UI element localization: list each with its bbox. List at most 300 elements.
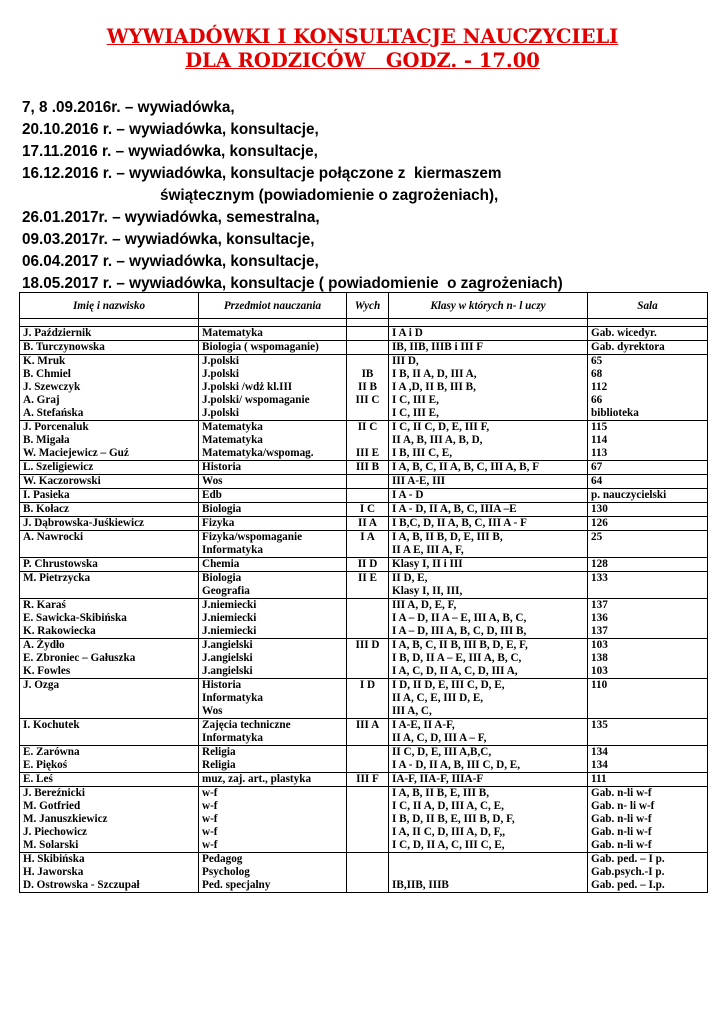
- cell-klasy: [389, 746, 588, 773]
- cell-line: Klasy I, II i III: [392, 558, 463, 570]
- cell-line: III F: [356, 773, 379, 785]
- cell-line: I. Kochutek: [23, 719, 80, 731]
- cell-line: I B, D, II A – E, III A, B, C,: [392, 652, 522, 664]
- meeting-date-item-continued: świątecznym (powiadomienie o zagrożeniach),: [160, 187, 499, 204]
- cell-wych: [347, 853, 389, 893]
- cell-line: I A-E, II A-F,: [392, 719, 455, 731]
- cell-subject: [199, 517, 347, 531]
- cell-line: 65: [591, 355, 603, 367]
- cell-subject: [199, 475, 347, 489]
- cell-line: J.polski: [202, 368, 239, 380]
- cell-sala: [588, 341, 708, 355]
- cell-klasy: [389, 503, 588, 517]
- cell-name: [20, 489, 199, 503]
- cell-wych: [347, 773, 389, 787]
- cell-line: H. Skibińska: [23, 853, 85, 865]
- cell-line: W. Kaczorowski: [23, 475, 101, 487]
- page-title-line-2: DLA RODZICÓW GODZ. - 17.00: [185, 49, 540, 72]
- cell-line: Gab. n-li w-f: [591, 839, 652, 851]
- cell-line: Matematyka: [202, 421, 263, 433]
- cell-subject: [199, 489, 347, 503]
- cell-line: II D: [357, 558, 378, 570]
- cell-wych: [347, 341, 389, 355]
- cell-name: [20, 719, 199, 746]
- cell-line: W. Maciejewicz – Guź: [23, 447, 129, 459]
- cell-line: J. Piechowicz: [23, 826, 87, 838]
- cell-line: M. Pietrzycka: [23, 572, 91, 584]
- cell-name: [20, 327, 199, 341]
- cell-line: 134: [591, 746, 608, 758]
- cell-line: Gab. dyrektora: [591, 341, 665, 353]
- cell-line: [350, 407, 385, 420]
- cell-line: 134: [591, 759, 608, 771]
- cell-line: J.polski: [202, 407, 239, 419]
- cell-line: II E: [358, 572, 377, 584]
- cell-line: I C, D, II A, C, III C, E,: [392, 839, 505, 851]
- cell-line: I C, III E,: [392, 394, 439, 406]
- cell-line: II A, C, D, III A – F,: [392, 732, 487, 744]
- cell-line: [350, 853, 385, 866]
- cell-sala: [588, 421, 708, 461]
- cell-line: Biologia ( wspomaganie): [202, 341, 319, 353]
- cell-line: Klasy I, II, III,: [392, 585, 463, 597]
- cell-line: Pedagog: [202, 853, 243, 865]
- cell-line: K. Fowles: [23, 665, 71, 677]
- cell-name: [20, 787, 199, 853]
- cell-line: K. Rakowiecka: [23, 625, 96, 637]
- cell-subject: [199, 355, 347, 421]
- cell-line: J.angielski: [202, 639, 253, 651]
- cell-sala: [588, 853, 708, 893]
- meeting-date-item: 26.01.2017r. – wywiadówka, semestralna,: [22, 209, 320, 226]
- cell-wych: [347, 327, 389, 341]
- cell-line: III A, C,: [392, 705, 432, 717]
- cell-line: I C, II A, D, III A, C, E,: [392, 800, 504, 812]
- cell-wych: [347, 503, 389, 517]
- cell-line: II D, E,: [392, 572, 428, 584]
- cell-line: III D: [355, 639, 380, 651]
- cell-wych: [347, 787, 389, 853]
- cell-line: L. Szeligiewicz: [23, 461, 94, 473]
- cell-subject: [199, 572, 347, 599]
- cell-line: Gab. wicedyr.: [591, 327, 657, 339]
- cell-line: 126: [591, 517, 608, 529]
- cell-line: 137: [591, 599, 608, 611]
- cell-line: Wos: [202, 475, 223, 487]
- table-row: [20, 475, 708, 489]
- table-row: [20, 558, 708, 572]
- cell-line: I A - D, II A, B, C, IIIA –E: [392, 503, 517, 515]
- cell-line: Gab. n- li w-f: [591, 800, 655, 812]
- cell-sala: [588, 503, 708, 517]
- cell-name: [20, 572, 199, 599]
- cell-line: 136: [591, 612, 608, 624]
- cell-line: I A - D, II A, B, III C, D, E,: [392, 759, 521, 771]
- cell-line: [350, 599, 385, 612]
- cell-line: I A ,D, II B, III B,: [392, 381, 476, 393]
- cell-klasy: [389, 599, 588, 639]
- cell-line: E. Zbroniec – Gałuszka: [23, 652, 136, 664]
- cell-line: B. Turczynowska: [23, 341, 105, 353]
- cell-line: P. Chrustowska: [23, 558, 98, 570]
- cell-line: A. Nawrocki: [23, 531, 84, 543]
- cell-line: w-f: [202, 826, 218, 838]
- cell-line: B. Chmiel: [23, 368, 71, 380]
- cell-line: A. Żydło: [23, 639, 65, 651]
- cell-line: 67: [591, 461, 603, 473]
- cell-wych: [347, 599, 389, 639]
- cell-subject: [199, 773, 347, 787]
- cell-wych: [347, 719, 389, 746]
- cell-line: biblioteka: [591, 407, 639, 419]
- cell-line: w-f: [202, 839, 218, 851]
- cell-line: Fizyka/wspomaganie: [202, 531, 303, 543]
- cell-line: [392, 853, 584, 866]
- cell-line: I B, II A, D, III A,: [392, 368, 477, 380]
- meeting-date-item: 7, 8 .09.2016r. – wywiadówka,: [22, 99, 235, 116]
- cell-line: II A, C, E, III D, E,: [392, 692, 484, 704]
- cell-line: II C, D, E, III A,B,C,: [392, 746, 492, 758]
- cell-line: J.polski: [202, 355, 239, 367]
- cell-line: III C: [355, 394, 380, 406]
- cell-line: II A, B, III A, B, D,: [392, 434, 483, 446]
- cell-line: III D,: [392, 355, 419, 367]
- cell-wych: [347, 531, 389, 558]
- meeting-date-item: 06.04.2017 r. – wywiadówka, konsultacje,: [22, 253, 319, 270]
- cell-line: Informatyka: [202, 544, 263, 556]
- header-classes: Klasy w których n- l uczy: [389, 293, 588, 319]
- cell-klasy: [389, 355, 588, 421]
- cell-name: [20, 679, 199, 719]
- header-name: Imię i nazwisko: [20, 293, 199, 319]
- cell-line: J.niemiecki: [202, 599, 257, 611]
- cell-line: 114: [591, 434, 608, 446]
- cell-klasy: [389, 639, 588, 679]
- cell-klasy: [389, 517, 588, 531]
- cell-line: III E: [355, 447, 380, 459]
- cell-line: J. Porcenaluk: [23, 421, 89, 433]
- cell-line: J.niemiecki: [202, 612, 257, 624]
- cell-line: II B: [358, 381, 377, 393]
- cell-wych: [347, 355, 389, 421]
- cell-line: Matematyka/wspomag.: [202, 447, 314, 459]
- cell-wych: [347, 572, 389, 599]
- meeting-dates-list: [22, 97, 712, 295]
- table-row: [20, 531, 708, 558]
- cell-line: I B, D, II B, E, III B, D, F,: [392, 813, 515, 825]
- cell-line: 115: [591, 421, 608, 433]
- cell-line: I C, III E,: [392, 407, 439, 419]
- meeting-date-item: 20.10.2016 r. – wywiadówka, konsultacje,: [22, 121, 319, 138]
- cell-line: Wos: [202, 705, 223, 717]
- table-row: [20, 503, 708, 517]
- cell-line: B. Kołacz: [23, 503, 69, 515]
- cell-subject: [199, 639, 347, 679]
- cell-subject: [199, 531, 347, 558]
- cell-klasy: [389, 489, 588, 503]
- cell-line: [350, 355, 385, 368]
- cell-sala: [588, 461, 708, 475]
- cell-sala: [588, 517, 708, 531]
- table-row: [20, 639, 708, 679]
- cell-klasy: [389, 853, 588, 893]
- cell-line: J.polski /wdż kl.III: [202, 381, 293, 393]
- table-row: [20, 355, 708, 421]
- cell-line: I A i D: [392, 327, 423, 339]
- table-row: [20, 517, 708, 531]
- table-row: [20, 489, 708, 503]
- cell-line: I A, B, II B, E, III B,: [392, 787, 489, 799]
- cell-line: 135: [591, 719, 608, 731]
- table-row: [20, 572, 708, 599]
- cell-klasy: [389, 773, 588, 787]
- cell-subject: [199, 853, 347, 893]
- table-header-row: [20, 293, 708, 319]
- header-subject: Przedmiot nauczania: [199, 293, 347, 319]
- cell-line: J. Październik: [23, 327, 92, 339]
- cell-name: [20, 746, 199, 773]
- cell-name: [20, 639, 199, 679]
- cell-sala: [588, 475, 708, 489]
- cell-line: Chemia: [202, 558, 240, 570]
- meeting-date-item: 17.11.2016 r. – wywiadówka, konsultacje,: [22, 143, 318, 160]
- cell-line: [350, 746, 385, 759]
- cell-line: B. Migała: [23, 434, 70, 446]
- cell-line: K. Mruk: [23, 355, 66, 367]
- cell-line: [350, 434, 385, 447]
- cell-wych: [347, 489, 389, 503]
- table-row: [20, 461, 708, 475]
- cell-line: 138: [591, 652, 608, 664]
- cell-line: Matematyka: [202, 434, 263, 446]
- cell-line: A. Stefańska: [23, 407, 84, 419]
- cell-klasy: [389, 421, 588, 461]
- cell-name: [20, 531, 199, 558]
- cell-line: J.polski/ wspomaganie: [202, 394, 310, 406]
- cell-line: 103: [591, 639, 608, 651]
- cell-line: [350, 489, 385, 502]
- cell-klasy: [389, 787, 588, 853]
- cell-line: R. Karaś: [23, 599, 66, 611]
- cell-line: Gab. n-li w-f: [591, 787, 652, 799]
- meeting-date-item: 18.05.2017 r. – wywiadówka, konsultacje ( powiadomienie o zagrożeniach): [22, 275, 563, 292]
- cell-wych: [347, 558, 389, 572]
- cell-subject: [199, 341, 347, 355]
- cell-line: 133: [591, 572, 608, 584]
- cell-line: Biologia: [202, 572, 242, 584]
- cell-subject: [199, 787, 347, 853]
- cell-wych: [347, 475, 389, 489]
- cell-sala: [588, 773, 708, 787]
- cell-line: muz, zaj. art., plastyka: [202, 773, 312, 785]
- cell-line: J. Ozga: [23, 679, 60, 691]
- cell-klasy: [389, 531, 588, 558]
- cell-line: J. Bereźnicki: [23, 787, 85, 799]
- cell-klasy: [389, 327, 588, 341]
- cell-line: II A E, III A, F,: [392, 544, 464, 556]
- cell-name: [20, 853, 199, 893]
- cell-sala: [588, 746, 708, 773]
- cell-line: 25: [591, 531, 603, 543]
- cell-line: Gab. ped. – I p.: [591, 853, 665, 865]
- cell-line: Informatyka: [202, 692, 263, 704]
- cell-subject: [199, 327, 347, 341]
- cell-line: Psycholog: [202, 866, 250, 878]
- cell-line: M. Gotfried: [23, 800, 81, 812]
- cell-line: IB,IIB, IIIB: [392, 879, 449, 891]
- cell-klasy: [389, 558, 588, 572]
- cell-line: w-f: [202, 800, 218, 812]
- cell-line: IB: [361, 368, 374, 380]
- cell-line: 64: [591, 475, 603, 487]
- cell-line: I. Pasieka: [23, 489, 70, 501]
- cell-line: III A, D, E, F,: [392, 599, 457, 611]
- cell-name: [20, 773, 199, 787]
- cell-line: 112: [591, 381, 608, 393]
- cell-line: I B, III C, E,: [392, 447, 452, 459]
- cell-klasy: [389, 461, 588, 475]
- cell-line: Gab. ped. – I.p.: [591, 879, 665, 891]
- cell-klasy: [389, 475, 588, 489]
- cell-line: Gab. n-li w-f: [591, 813, 652, 825]
- cell-klasy: [389, 341, 588, 355]
- cell-sala: [588, 355, 708, 421]
- cell-line: Gab.psych.-I p.: [591, 866, 665, 878]
- cell-line: 130: [591, 503, 608, 515]
- cell-line: 113: [591, 447, 608, 459]
- cell-sala: [588, 639, 708, 679]
- table-row: [20, 327, 708, 341]
- cell-sala: [588, 327, 708, 341]
- cell-wych: [347, 517, 389, 531]
- cell-klasy: [389, 679, 588, 719]
- cell-line: Historia: [202, 679, 242, 691]
- cell-subject: [199, 421, 347, 461]
- cell-klasy: [389, 572, 588, 599]
- cell-line: I A, B, C, II A, B, C, III A, B, F: [392, 461, 540, 473]
- cell-line: Edb: [202, 489, 222, 501]
- table-row: [20, 341, 708, 355]
- table-row: [20, 746, 708, 773]
- table-row: [20, 421, 708, 461]
- cell-line: [350, 787, 385, 800]
- cell-line: IB, IIB, IIIB i III F: [392, 341, 484, 353]
- cell-line: I A - D: [392, 489, 424, 501]
- cell-line: [392, 866, 584, 879]
- header-room: Sala: [588, 293, 708, 319]
- cell-line: I C: [359, 503, 376, 515]
- cell-line: III A-E, III: [392, 475, 446, 487]
- cell-line: J. Szewczyk: [23, 381, 81, 393]
- cell-subject: [199, 679, 347, 719]
- cell-sala: [588, 599, 708, 639]
- cell-line: 110: [591, 679, 608, 691]
- cell-line: I D: [359, 679, 376, 691]
- cell-wych: [347, 421, 389, 461]
- cell-line: 137: [591, 625, 608, 637]
- cell-sala: [588, 679, 708, 719]
- cell-line: I A, B, II B, D, E, III B,: [392, 531, 503, 543]
- cell-line: I D, II D, E, III C, D, E,: [392, 679, 505, 691]
- cell-name: [20, 461, 199, 475]
- cell-line: I A, II C, D, III A, D, F,,: [392, 826, 506, 838]
- cell-line: II C: [357, 421, 378, 433]
- cell-line: II A: [358, 517, 377, 529]
- cell-line: E. Sawicka-Skibińska: [23, 612, 127, 624]
- cell-line: Gab. n-li w-f: [591, 826, 652, 838]
- cell-name: [20, 355, 199, 421]
- cell-name: [20, 475, 199, 489]
- cell-line: I B,C, D, II A, B, C, III A - F: [392, 517, 527, 529]
- cell-line: IA-F, IIA-F, IIIA-F: [392, 773, 484, 785]
- cell-line: III A: [355, 719, 380, 731]
- cell-line: J.angielski: [202, 652, 253, 664]
- cell-sala: [588, 558, 708, 572]
- cell-line: E. Leś: [23, 773, 53, 785]
- page-title-line-1: WYWIADÓWKI I KONSULTACJE NAUCZYCIELI: [106, 25, 619, 48]
- cell-line: p. nauczycielski: [591, 489, 667, 501]
- cell-wych: [347, 679, 389, 719]
- table-spacer-row: [20, 319, 708, 327]
- cell-line: 66: [591, 394, 603, 406]
- cell-subject: [199, 461, 347, 475]
- cell-line: Biologia: [202, 503, 242, 515]
- cell-line: Zajęcia techniczne: [202, 719, 291, 731]
- cell-sala: [588, 572, 708, 599]
- table-row: [20, 679, 708, 719]
- cell-subject: [199, 503, 347, 517]
- cell-line: D. Ostrowska - Szczupał: [23, 879, 140, 891]
- cell-wych: [347, 639, 389, 679]
- cell-line: I A – D, III A, B, C, D, III B,: [392, 625, 527, 637]
- cell-line: [350, 327, 385, 340]
- cell-name: [20, 341, 199, 355]
- cell-line: [350, 341, 385, 354]
- cell-line: I A, C, D, II A, C, D, III A,: [392, 665, 518, 677]
- cell-line: Historia: [202, 461, 242, 473]
- cell-line: J. Dąbrowska-Juśkiewicz: [23, 517, 144, 529]
- cell-line: w-f: [202, 813, 218, 825]
- table-row: [20, 787, 708, 853]
- cell-name: [20, 558, 199, 572]
- cell-line: A. Graj: [23, 394, 60, 406]
- cell-line: H. Jaworska: [23, 866, 84, 878]
- cell-line: Geografia: [202, 585, 250, 597]
- table-row: [20, 599, 708, 639]
- cell-name: [20, 503, 199, 517]
- cell-line: 68: [591, 368, 603, 380]
- cell-line: I C, II C, D, E, III F,: [392, 421, 490, 433]
- cell-name: [20, 517, 199, 531]
- cell-line: 111: [591, 773, 607, 785]
- cell-line: E. Zarówna: [23, 746, 80, 758]
- cell-line: 103: [591, 665, 608, 677]
- cell-subject: [199, 599, 347, 639]
- cell-sala: [588, 787, 708, 853]
- cell-line: I A: [360, 531, 375, 543]
- cell-line: Fizyka: [202, 517, 235, 529]
- cell-line: J.angielski: [202, 665, 253, 677]
- cell-line: III B: [355, 461, 380, 473]
- table-row: [20, 853, 708, 893]
- cell-line: Informatyka: [202, 732, 263, 744]
- cell-line: [350, 475, 385, 488]
- cell-line: M. Januszkiewicz: [23, 813, 108, 825]
- cell-line: M. Solarski: [23, 839, 79, 851]
- cell-line: w-f: [202, 787, 218, 799]
- cell-subject: [199, 746, 347, 773]
- cell-line: Matematyka: [202, 327, 263, 339]
